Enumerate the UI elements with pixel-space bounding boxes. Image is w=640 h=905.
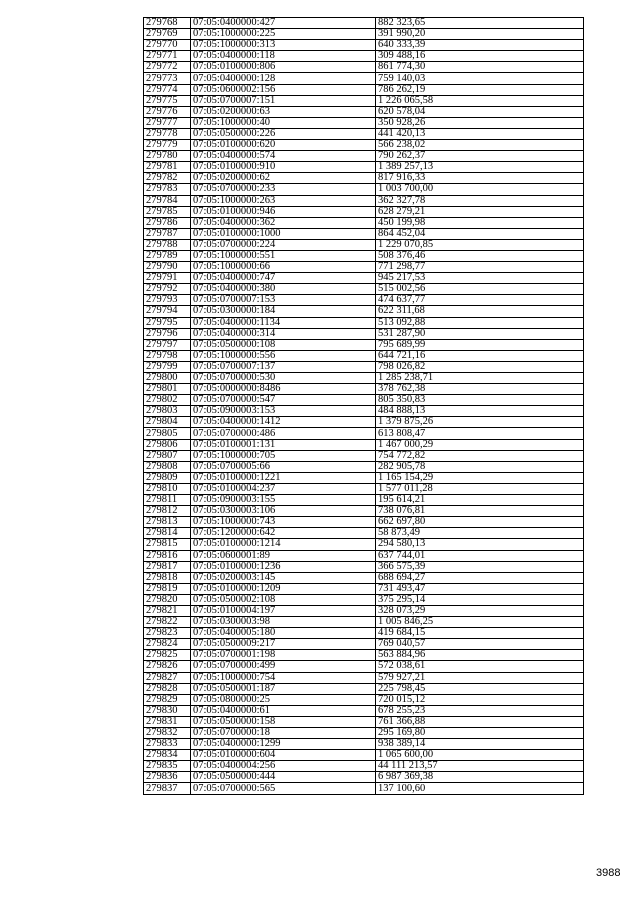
row-number-cell: 279809 <box>144 472 191 483</box>
table-row <box>144 62 584 73</box>
value-cell: 350 928,26 <box>376 117 584 128</box>
table-row <box>144 617 584 628</box>
row-number-cell: 279822 <box>144 617 191 628</box>
row-number-cell: 279807 <box>144 450 191 461</box>
table-row <box>144 284 584 295</box>
table-row <box>144 528 584 539</box>
table-row <box>144 450 584 461</box>
value-cell: 328 073,29 <box>376 605 584 616</box>
cadastral-number-cell: 07:05:0700007:151 <box>191 95 376 106</box>
value-cell: 1 229 070,85 <box>376 239 584 250</box>
table-row <box>144 73 584 84</box>
value-cell: 795 689,99 <box>376 339 584 350</box>
value-cell: 563 884,96 <box>376 650 584 661</box>
cadastral-number-cell: 07:05:0100004:237 <box>191 483 376 494</box>
value-cell: 44 111 213,57 <box>376 761 584 772</box>
cadastral-number-cell: 07:05:0700005:66 <box>191 461 376 472</box>
table-row <box>144 40 584 51</box>
row-number-cell: 279792 <box>144 284 191 295</box>
cadastral-number-cell: 07:05:1000000:263 <box>191 195 376 206</box>
value-cell: 637 744,01 <box>376 550 584 561</box>
value-cell: 771 298,77 <box>376 262 584 273</box>
cadastral-number-cell: 07:05:0100000:620 <box>191 140 376 151</box>
value-cell: 805 350,83 <box>376 395 584 406</box>
row-number-cell: 279799 <box>144 361 191 372</box>
value-cell: 1 285 238,71 <box>376 373 584 384</box>
cadastral-number-cell: 07:05:0900003:153 <box>191 406 376 417</box>
cadastral-number-cell: 07:05:1000000:40 <box>191 117 376 128</box>
cadastral-number-cell: 07:05:0700000:499 <box>191 661 376 672</box>
value-cell: 450 199,98 <box>376 217 584 228</box>
row-number-cell: 279787 <box>144 228 191 239</box>
row-number-cell: 279832 <box>144 728 191 739</box>
row-number-cell: 279781 <box>144 162 191 173</box>
row-number-cell: 279823 <box>144 628 191 639</box>
value-cell: 644 721,16 <box>376 350 584 361</box>
table-row <box>144 273 584 284</box>
table-row <box>144 772 584 783</box>
row-number-cell: 279831 <box>144 716 191 727</box>
row-number-cell: 279837 <box>144 783 191 794</box>
value-cell: 484 888,13 <box>376 406 584 417</box>
table-row <box>144 594 584 605</box>
cadastral-number-cell: 07:05:0100000:1221 <box>191 472 376 483</box>
value-cell: 378 762,38 <box>376 384 584 395</box>
table-row <box>144 783 584 794</box>
row-number-cell: 279833 <box>144 739 191 750</box>
row-number-cell: 279804 <box>144 417 191 428</box>
row-number-cell: 279828 <box>144 683 191 694</box>
row-number-cell: 279816 <box>144 550 191 561</box>
row-number-cell: 279802 <box>144 395 191 406</box>
row-number-cell: 279810 <box>144 483 191 494</box>
row-number-cell: 279786 <box>144 217 191 228</box>
table-row <box>144 716 584 727</box>
cadastral-number-cell: 07:05:1000000:313 <box>191 40 376 51</box>
table-row <box>144 51 584 62</box>
table-row <box>144 650 584 661</box>
row-number-cell: 279815 <box>144 539 191 550</box>
table-row <box>144 95 584 106</box>
row-number-cell: 279776 <box>144 106 191 117</box>
value-cell: 295 169,80 <box>376 728 584 739</box>
table-row <box>144 151 584 162</box>
table-row <box>144 739 584 750</box>
table-row <box>144 728 584 739</box>
table-row <box>144 672 584 683</box>
value-cell: 391 990,20 <box>376 29 584 40</box>
cadastral-number-cell: 07:05:1000000:556 <box>191 350 376 361</box>
row-number-cell: 279829 <box>144 694 191 705</box>
table-row <box>144 395 584 406</box>
table-row <box>144 583 584 594</box>
row-number-cell: 279830 <box>144 705 191 716</box>
table-row <box>144 694 584 705</box>
value-cell: 58 873,49 <box>376 528 584 539</box>
cadastral-number-cell: 07:05:0400000:118 <box>191 51 376 62</box>
row-number-cell: 279827 <box>144 672 191 683</box>
table-row <box>144 84 584 95</box>
value-cell: 375 295,14 <box>376 594 584 605</box>
table-row <box>144 406 584 417</box>
row-number-cell: 279826 <box>144 661 191 672</box>
table-row <box>144 472 584 483</box>
row-number-cell: 279798 <box>144 350 191 361</box>
table-row <box>144 239 584 250</box>
cadastral-number-cell: 07:05:0700001:198 <box>191 650 376 661</box>
table-row <box>144 605 584 616</box>
value-cell: 508 376,46 <box>376 250 584 261</box>
cadastral-number-cell: 07:05:0900003:155 <box>191 495 376 506</box>
value-cell: 1 577 011,28 <box>376 483 584 494</box>
value-cell: 474 637,77 <box>376 295 584 306</box>
value-cell: 1 379 875,26 <box>376 417 584 428</box>
table-row <box>144 173 584 184</box>
row-number-cell: 279779 <box>144 140 191 151</box>
cadastral-number-cell: 07:05:0100000:910 <box>191 162 376 173</box>
table-row <box>144 428 584 439</box>
cadastral-number-cell: 07:05:0300003:98 <box>191 617 376 628</box>
table-row <box>144 128 584 139</box>
cadastral-number-cell: 07:05:0400004:256 <box>191 761 376 772</box>
table-row <box>144 761 584 772</box>
cadastral-number-cell: 07:05:0400005:180 <box>191 628 376 639</box>
table-row <box>144 550 584 561</box>
cadastral-number-cell: 07:05:0400000:314 <box>191 328 376 339</box>
value-cell: 531 287,90 <box>376 328 584 339</box>
cadastral-number-cell: 07:05:1000000:551 <box>191 250 376 261</box>
table-row <box>144 117 584 128</box>
cadastral-number-cell: 07:05:0500000:158 <box>191 716 376 727</box>
row-number-cell: 279812 <box>144 506 191 517</box>
value-cell: 738 076,81 <box>376 506 584 517</box>
cadastral-number-cell: 07:05:0800000:25 <box>191 694 376 705</box>
table-row <box>144 184 584 195</box>
row-number-cell: 279801 <box>144 384 191 395</box>
row-number-cell: 279800 <box>144 373 191 384</box>
row-number-cell: 279783 <box>144 184 191 195</box>
row-number-cell: 279821 <box>144 605 191 616</box>
value-cell: 662 697,80 <box>376 517 584 528</box>
value-cell: 515 002,56 <box>376 284 584 295</box>
value-cell: 137 100,60 <box>376 783 584 794</box>
table-row <box>144 339 584 350</box>
cadastral-number-cell: 07:05:0100001:131 <box>191 439 376 450</box>
row-number-cell: 279773 <box>144 73 191 84</box>
cadastral-number-cell: 07:05:0100000:946 <box>191 206 376 217</box>
table-row <box>144 661 584 672</box>
cadastral-number-cell: 07:05:0700000:530 <box>191 373 376 384</box>
cadastral-number-cell: 07:05:0700000:18 <box>191 728 376 739</box>
table-row <box>144 495 584 506</box>
cadastral-number-cell: 07:05:0000000:8486 <box>191 384 376 395</box>
value-cell: 688 694,27 <box>376 572 584 583</box>
value-cell: 798 026,82 <box>376 361 584 372</box>
table-row <box>144 506 584 517</box>
cadastral-number-cell: 07:05:0500000:108 <box>191 339 376 350</box>
value-cell: 362 327,78 <box>376 195 584 206</box>
row-number-cell: 279784 <box>144 195 191 206</box>
cadastral-number-cell: 07:05:1000000:225 <box>191 29 376 40</box>
table-row <box>144 29 584 40</box>
row-number-cell: 279825 <box>144 650 191 661</box>
value-cell: 945 217,53 <box>376 273 584 284</box>
value-cell: 731 493,47 <box>376 583 584 594</box>
cadastral-number-cell: 07:05:0700000:547 <box>191 395 376 406</box>
cadastral-number-cell: 07:05:0100000:1236 <box>191 561 376 572</box>
cadastral-number-cell: 07:05:0500002:108 <box>191 594 376 605</box>
cadastral-number-cell: 07:05:1200000:642 <box>191 528 376 539</box>
value-cell: 195 614,21 <box>376 495 584 506</box>
cadastral-number-cell: 07:05:0400000:747 <box>191 273 376 284</box>
table-row <box>144 373 584 384</box>
row-number-cell: 279795 <box>144 317 191 328</box>
row-number-cell: 279789 <box>144 250 191 261</box>
table-row <box>144 295 584 306</box>
value-cell: 720 015,12 <box>376 694 584 705</box>
row-number-cell: 279806 <box>144 439 191 450</box>
value-cell: 572 038,61 <box>376 661 584 672</box>
row-number-cell: 279778 <box>144 128 191 139</box>
cadastral-number-cell: 07:05:0700007:137 <box>191 361 376 372</box>
table-row <box>144 306 584 317</box>
cadastral-number-cell: 07:05:0400000:1299 <box>191 739 376 750</box>
cadastral-number-cell: 07:05:0100000:604 <box>191 750 376 761</box>
row-number-cell: 279803 <box>144 406 191 417</box>
cadastral-number-cell: 07:05:0400000:1412 <box>191 417 376 428</box>
cadastral-number-cell: 07:05:0500000:444 <box>191 772 376 783</box>
table-row <box>144 106 584 117</box>
cadastral-number-cell: 07:05:0400000:427 <box>191 18 376 29</box>
value-cell: 294 580,13 <box>376 539 584 550</box>
row-number-cell: 279805 <box>144 428 191 439</box>
table-row <box>144 461 584 472</box>
table-row <box>144 350 584 361</box>
value-cell: 6 987 369,38 <box>376 772 584 783</box>
cadastral-number-cell: 07:05:0600002:156 <box>191 84 376 95</box>
cadastral-number-cell: 07:05:0400000:1134 <box>191 317 376 328</box>
value-cell: 786 262,19 <box>376 84 584 95</box>
table-row <box>144 417 584 428</box>
cadastral-number-cell: 07:05:0700000:233 <box>191 184 376 195</box>
row-number-cell: 279814 <box>144 528 191 539</box>
cadastral-number-cell: 07:05:0700000:224 <box>191 239 376 250</box>
table-row <box>144 750 584 761</box>
cadastral-number-cell: 07:05:0200000:63 <box>191 106 376 117</box>
row-number-cell: 279820 <box>144 594 191 605</box>
value-cell: 566 238,02 <box>376 140 584 151</box>
cadastral-number-cell: 07:05:0700000:486 <box>191 428 376 439</box>
value-cell: 513 092,88 <box>376 317 584 328</box>
page-number: 3988 <box>596 867 621 879</box>
value-cell: 628 279,21 <box>376 206 584 217</box>
value-cell: 309 488,16 <box>376 51 584 62</box>
row-number-cell: 279791 <box>144 273 191 284</box>
table-row <box>144 162 584 173</box>
cadastral-number-cell: 07:05:0500001:187 <box>191 683 376 694</box>
value-cell: 938 389,14 <box>376 739 584 750</box>
cadastral-number-cell: 07:05:1000000:705 <box>191 450 376 461</box>
row-number-cell: 279836 <box>144 772 191 783</box>
value-cell: 1 467 000,29 <box>376 439 584 450</box>
cadastral-number-cell: 07:05:0100000:1214 <box>191 539 376 550</box>
row-number-cell: 279824 <box>144 639 191 650</box>
value-cell: 620 578,04 <box>376 106 584 117</box>
value-cell: 761 366,88 <box>376 716 584 727</box>
cadastral-number-cell: 07:05:0400000:574 <box>191 151 376 162</box>
table-row <box>144 539 584 550</box>
row-number-cell: 279777 <box>144 117 191 128</box>
row-number-cell: 279793 <box>144 295 191 306</box>
cadastral-number-cell: 07:05:1000000:743 <box>191 517 376 528</box>
row-number-cell: 279794 <box>144 306 191 317</box>
value-cell: 225 798,45 <box>376 683 584 694</box>
cadastral-number-cell: 07:05:1000000:754 <box>191 672 376 683</box>
table-row <box>144 361 584 372</box>
value-cell: 441 420,13 <box>376 128 584 139</box>
value-cell: 1 065 600,00 <box>376 750 584 761</box>
cadastral-number-cell: 07:05:0300003:106 <box>191 506 376 517</box>
table-row <box>144 250 584 261</box>
value-cell: 817 916,33 <box>376 173 584 184</box>
value-cell: 759 140,03 <box>376 73 584 84</box>
row-number-cell: 279780 <box>144 151 191 162</box>
value-cell: 678 255,23 <box>376 705 584 716</box>
value-cell: 769 040,57 <box>376 639 584 650</box>
table-body <box>144 18 584 795</box>
row-number-cell: 279796 <box>144 328 191 339</box>
row-number-cell: 279819 <box>144 583 191 594</box>
row-number-cell: 279817 <box>144 561 191 572</box>
cadastral-number-cell: 07:05:0300000:184 <box>191 306 376 317</box>
cadastral-number-cell: 07:05:0400000:128 <box>191 73 376 84</box>
value-cell: 882 323,65 <box>376 18 584 29</box>
cadastral-number-cell: 07:05:0100004:197 <box>191 605 376 616</box>
cadastral-number-cell: 07:05:0100000:806 <box>191 62 376 73</box>
table-row <box>144 217 584 228</box>
cadastral-number-cell: 07:05:0400000:61 <box>191 705 376 716</box>
value-cell: 613 808,47 <box>376 428 584 439</box>
cadastral-number-cell: 07:05:1000000:66 <box>191 262 376 273</box>
cadastral-number-cell: 07:05:0400000:362 <box>191 217 376 228</box>
cadastral-number-cell: 07:05:0100000:1209 <box>191 583 376 594</box>
table-row <box>144 18 584 29</box>
row-number-cell: 279769 <box>144 29 191 40</box>
value-cell: 1 165 154,29 <box>376 472 584 483</box>
row-number-cell: 279834 <box>144 750 191 761</box>
table-row <box>144 561 584 572</box>
row-number-cell: 279771 <box>144 51 191 62</box>
value-cell: 1 003 700,00 <box>376 184 584 195</box>
value-cell: 419 684,15 <box>376 628 584 639</box>
row-number-cell: 279770 <box>144 40 191 51</box>
cadastral-number-cell: 07:05:0500000:226 <box>191 128 376 139</box>
row-number-cell: 279788 <box>144 239 191 250</box>
row-number-cell: 279785 <box>144 206 191 217</box>
cadastral-number-cell: 07:05:0100000:1000 <box>191 228 376 239</box>
table-row <box>144 705 584 716</box>
registry-table <box>143 17 584 795</box>
table-row <box>144 572 584 583</box>
value-cell: 622 311,68 <box>376 306 584 317</box>
value-cell: 579 927,21 <box>376 672 584 683</box>
value-cell: 640 333,39 <box>376 40 584 51</box>
cadastral-number-cell: 07:05:0500009:217 <box>191 639 376 650</box>
cadastral-number-cell: 07:05:0700007:153 <box>191 295 376 306</box>
table-row <box>144 628 584 639</box>
table-row <box>144 328 584 339</box>
value-cell: 1 005 846,25 <box>376 617 584 628</box>
cadastral-number-cell: 07:05:0200000:62 <box>191 173 376 184</box>
row-number-cell: 279797 <box>144 339 191 350</box>
table-row <box>144 384 584 395</box>
table-row <box>144 195 584 206</box>
row-number-cell: 279772 <box>144 62 191 73</box>
row-number-cell: 279808 <box>144 461 191 472</box>
table-row <box>144 683 584 694</box>
table-row <box>144 140 584 151</box>
row-number-cell: 279782 <box>144 173 191 184</box>
value-cell: 282 905,78 <box>376 461 584 472</box>
row-number-cell: 279775 <box>144 95 191 106</box>
value-cell: 790 262,37 <box>376 151 584 162</box>
row-number-cell: 279813 <box>144 517 191 528</box>
row-number-cell: 279790 <box>144 262 191 273</box>
table-row <box>144 317 584 328</box>
value-cell: 861 774,30 <box>376 62 584 73</box>
row-number-cell: 279768 <box>144 18 191 29</box>
table-row <box>144 439 584 450</box>
row-number-cell: 279835 <box>144 761 191 772</box>
table-row <box>144 262 584 273</box>
cadastral-number-cell: 07:05:0200003:145 <box>191 572 376 583</box>
cadastral-number-cell: 07:05:0400000:380 <box>191 284 376 295</box>
table-row <box>144 517 584 528</box>
row-number-cell: 279818 <box>144 572 191 583</box>
table-row <box>144 206 584 217</box>
value-cell: 366 575,39 <box>376 561 584 572</box>
row-number-cell: 279774 <box>144 84 191 95</box>
table-row <box>144 228 584 239</box>
table-row <box>144 639 584 650</box>
value-cell: 864 452,04 <box>376 228 584 239</box>
cadastral-number-cell: 07:05:0700000:565 <box>191 783 376 794</box>
value-cell: 1 226 065,58 <box>376 95 584 106</box>
table-row <box>144 483 584 494</box>
value-cell: 754 772,82 <box>376 450 584 461</box>
value-cell: 1 389 257,13 <box>376 162 584 173</box>
cadastral-number-cell: 07:05:0600001:89 <box>191 550 376 561</box>
row-number-cell: 279811 <box>144 495 191 506</box>
